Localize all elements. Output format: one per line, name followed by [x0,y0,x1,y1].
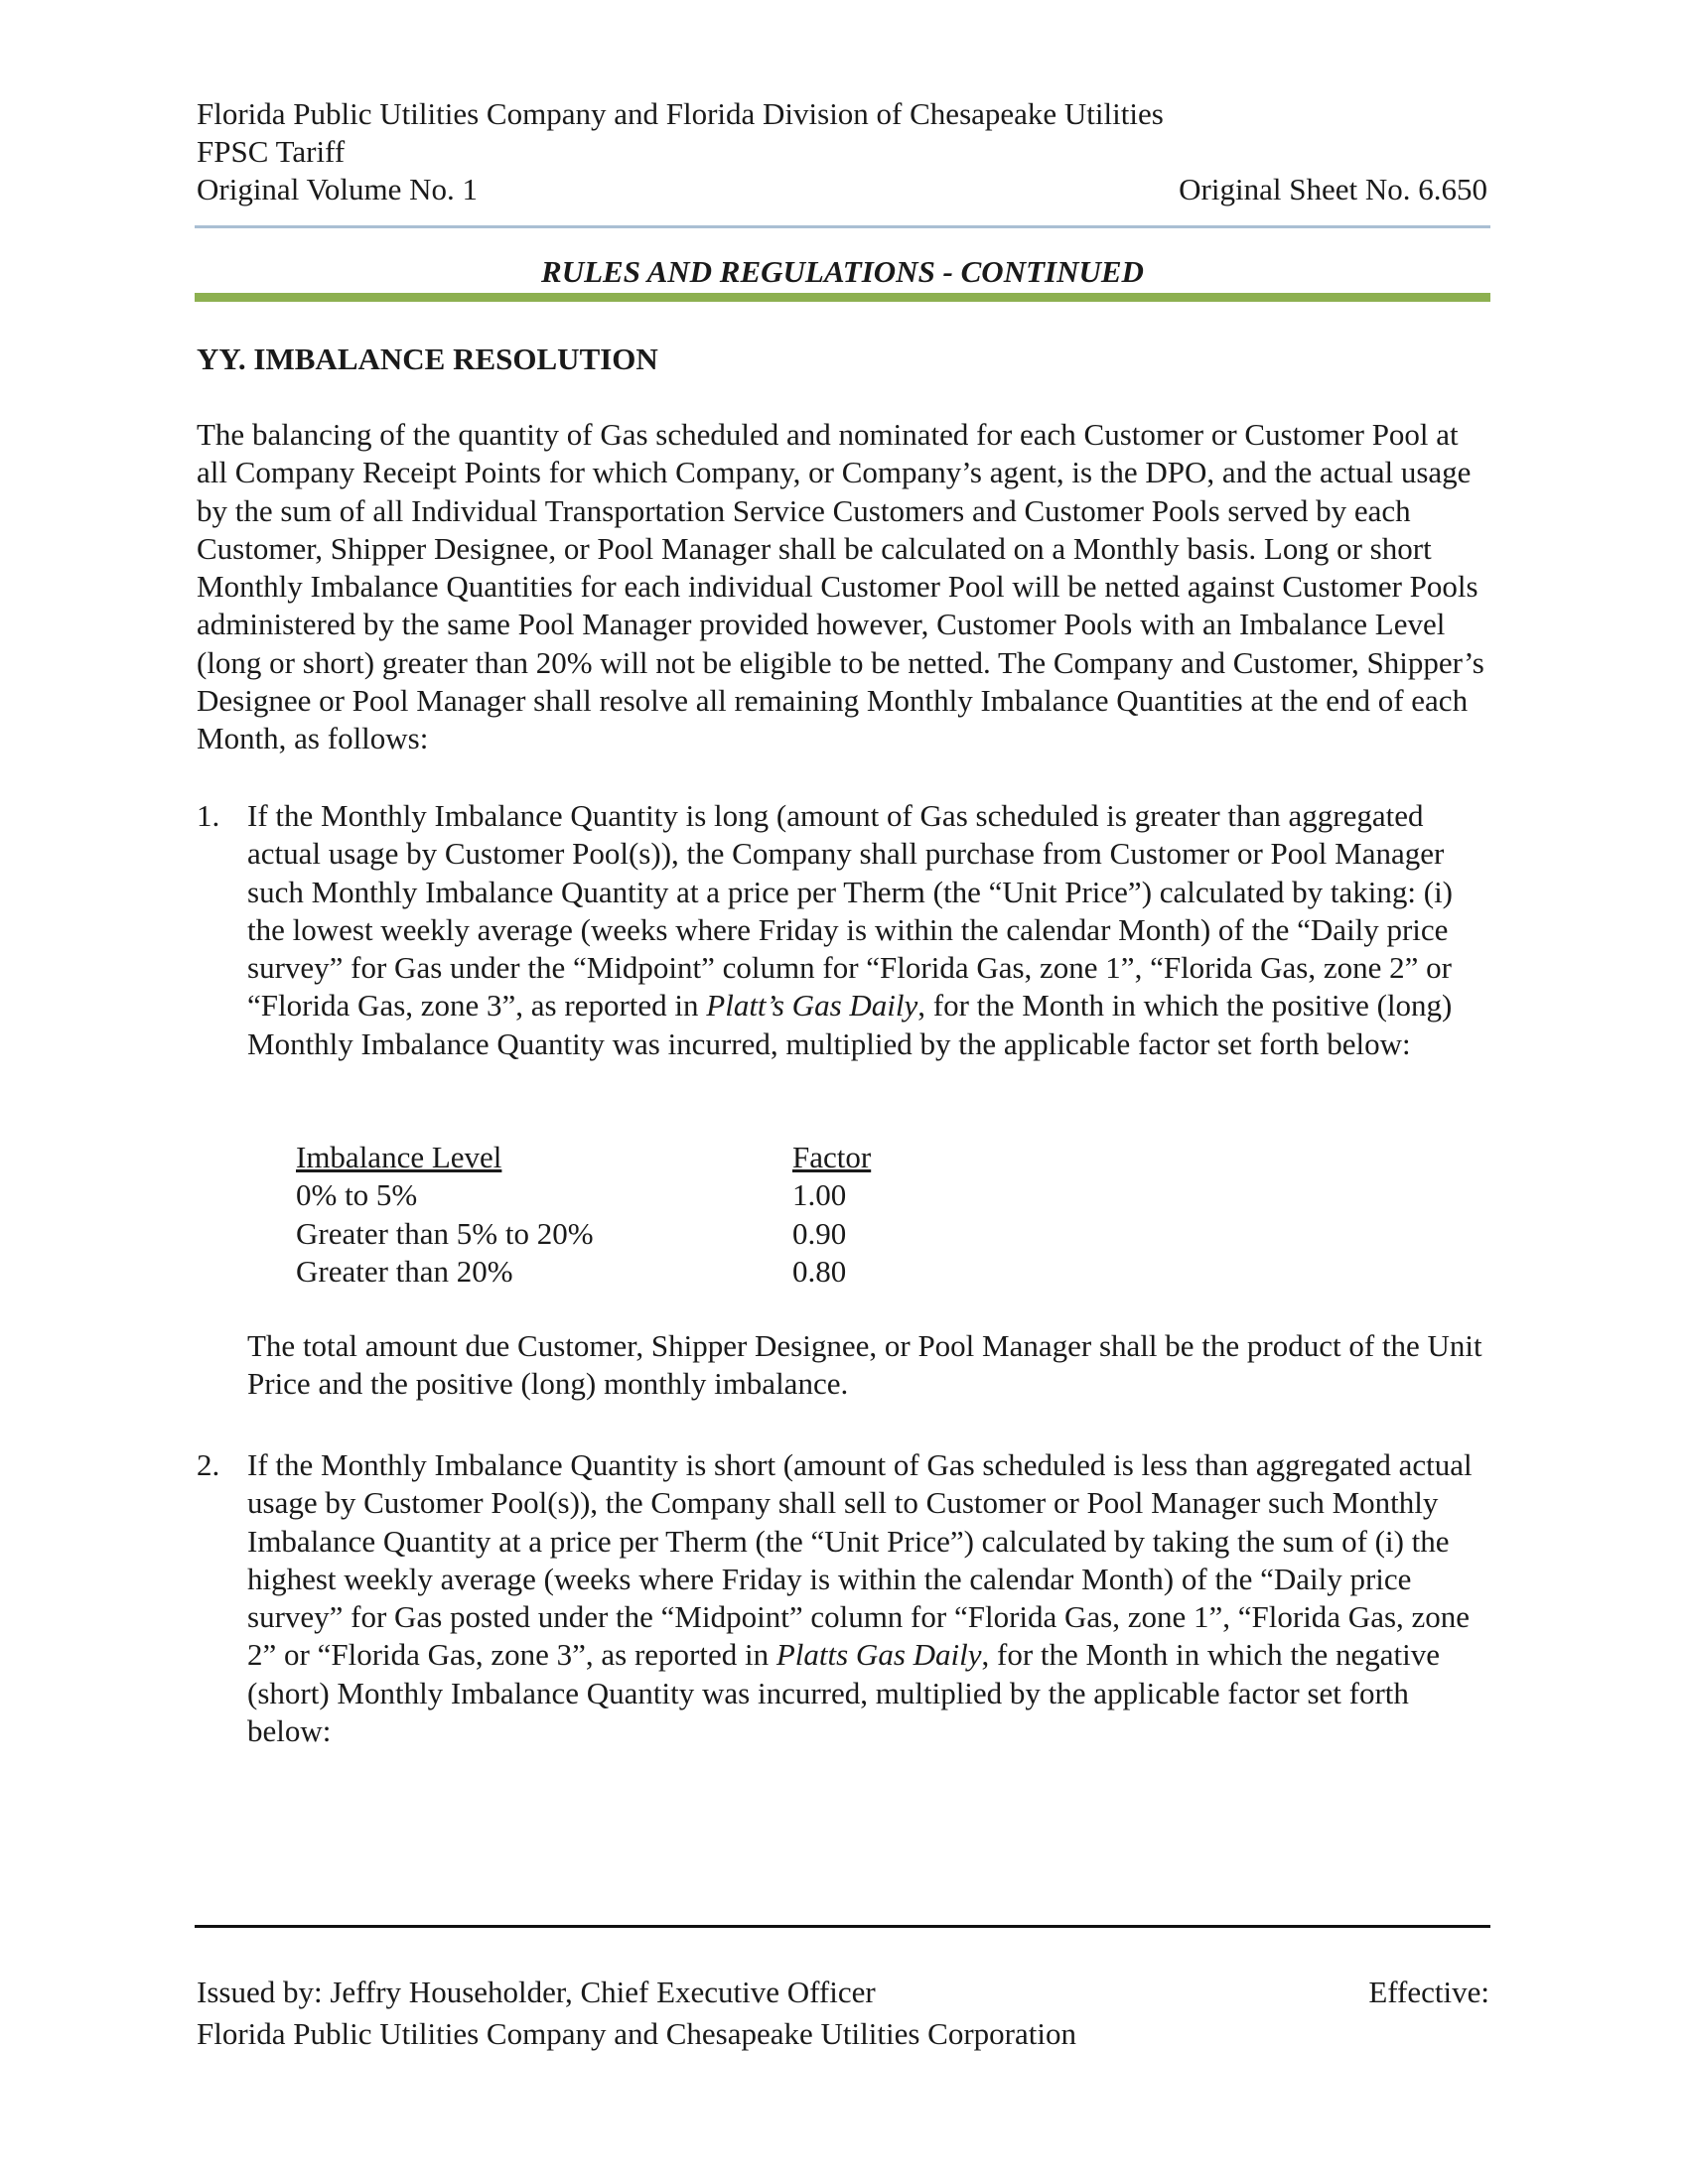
column-header-factor: Factor [792,1140,872,1174]
footer-divider [195,1925,1490,1928]
sheet-number: Original Sheet No. 6.650 [1179,172,1487,206]
company-line: Florida Public Utilities Company and Florida Division of Chesapeake Utilities [197,96,1164,131]
imbalance-level-cell: Greater than 20% [296,1253,513,1289]
list-item-number: 2. [197,1447,220,1482]
item-text-after: , for the Month in which the positive (long) Monthly Imbalance Quantity was incurred, multiplied by the applicable factor set forth below: [247,988,1453,1061]
tariff-line: FPSC Tariff [197,134,346,169]
table-row [296,1176,912,1214]
list-item-number: 1. [197,798,220,833]
page-footer [197,1972,1489,2055]
header-divider [195,225,1490,228]
intro-paragraph: The balancing of the quantity of Gas scheduled and nominated for each Customer or Customer Pool at all Company Receipt Points for which Company, or Company’s agent, is the DPO, and the actual usage by the sum of all Individual Transportation Service Customers and Customer Pools served by each Customer, Shipper Designee, or Pool Manager shall be calculated on a Monthly basis. Long or short Monthly Imbalance Quantities for each individual Customer Pool will be netted against Customer Pools administered by the same Pool Manager provided however, Customer Pools with an Imbalance Level (long or short) greater than 20% will not be eligible to be netted. The Company and Customer, Shipper’s Designee or Pool Manager shall resolve all remaining Monthly Imbalance Quantities at the end of each Month, as follows: [197,417,1484,756]
factor-cell: 1.00 [792,1177,847,1213]
item-text-after: , for the Month in which the negative (short) Monthly Imbalance Quantity was incurred, multiplied by the applicable factor set forth below: [247,1637,1440,1749]
imbalance-level-cell: 0% to 5% [296,1177,418,1213]
imbalance-level-cell: Greater than 5% to 20% [296,1215,594,1251]
item-text-before: If the Monthly Imbalance Quantity is long (amount of Gas scheduled is greater than aggregated actual usage by Customer Pool(s)), the Company shall purchase from Customer or Pool Manager such Monthly Imbalance Quantity at a price per Therm (the “Unit Price”) calculated by taking: (i) the lowest weekly average (weeks where Friday is within the calendar Month) of the “Daily price survey” for Gas under the “Midpoint” column for “Florida Gas, zone 1”, “Florida Gas, zone 2” or “Florida Gas, zone 3”, as reported in [247,798,1454,1024]
publication-name: Platt’s Gas Daily [706,988,918,1024]
issued-by: Issued by: Jeffry Householder, Chief Executive Officer [197,1975,876,2009]
column-header-imbalance-level: Imbalance Level [296,1140,502,1174]
footer-company: Florida Public Utilities Company and Chesapeake Utilities Corporation [197,2016,1076,2051]
effective-label: Effective: [1368,1975,1489,2009]
factor-table [296,1139,912,1291]
total-amount-paragraph: The total amount due Customer, Shipper Designee, or Pool Manager shall be the product of the Unit Price and the positive (long) monthly imbalance. [247,1328,1482,1402]
list-item-text [247,797,1488,1063]
list-item-text [247,1446,1488,1750]
table-header-row [296,1139,912,1176]
document-title: YY. IMBALANCE RESOLUTION [197,341,658,376]
table-row [296,1253,912,1291]
publication-name: Platts Gas Daily [775,1637,982,1673]
volume-line: Original Volume No. 1 [197,172,479,206]
factor-cell: 0.80 [792,1253,847,1289]
section-heading: RULES AND REGULATIONS - CONTINUED [541,254,1144,289]
factor-cell: 0.90 [792,1215,847,1251]
section-divider [195,293,1490,302]
page-header [197,95,1487,208]
volume-sheet-row [197,171,1487,208]
table-row [296,1215,912,1253]
footer-issued-row [197,1972,1489,2013]
item-text-before: If the Monthly Imbalance Quantity is short (amount of Gas scheduled is less than aggregated actual usage by Customer Pool(s)), the Company shall sell to Customer or Pool Manager such Monthly Imbalance Quantity at a price per Therm (the “Unit Price”) calculated by taking the sum of (i) the highest weekly average (weeks where Friday is within the calendar Month) of the “Daily price survey” for Gas posted under the “Midpoint” column for “Florida Gas, zone 1”, “Florida Gas, zone 2” or “Florida Gas, zone 3”, as reported in [247,1447,1473,1673]
